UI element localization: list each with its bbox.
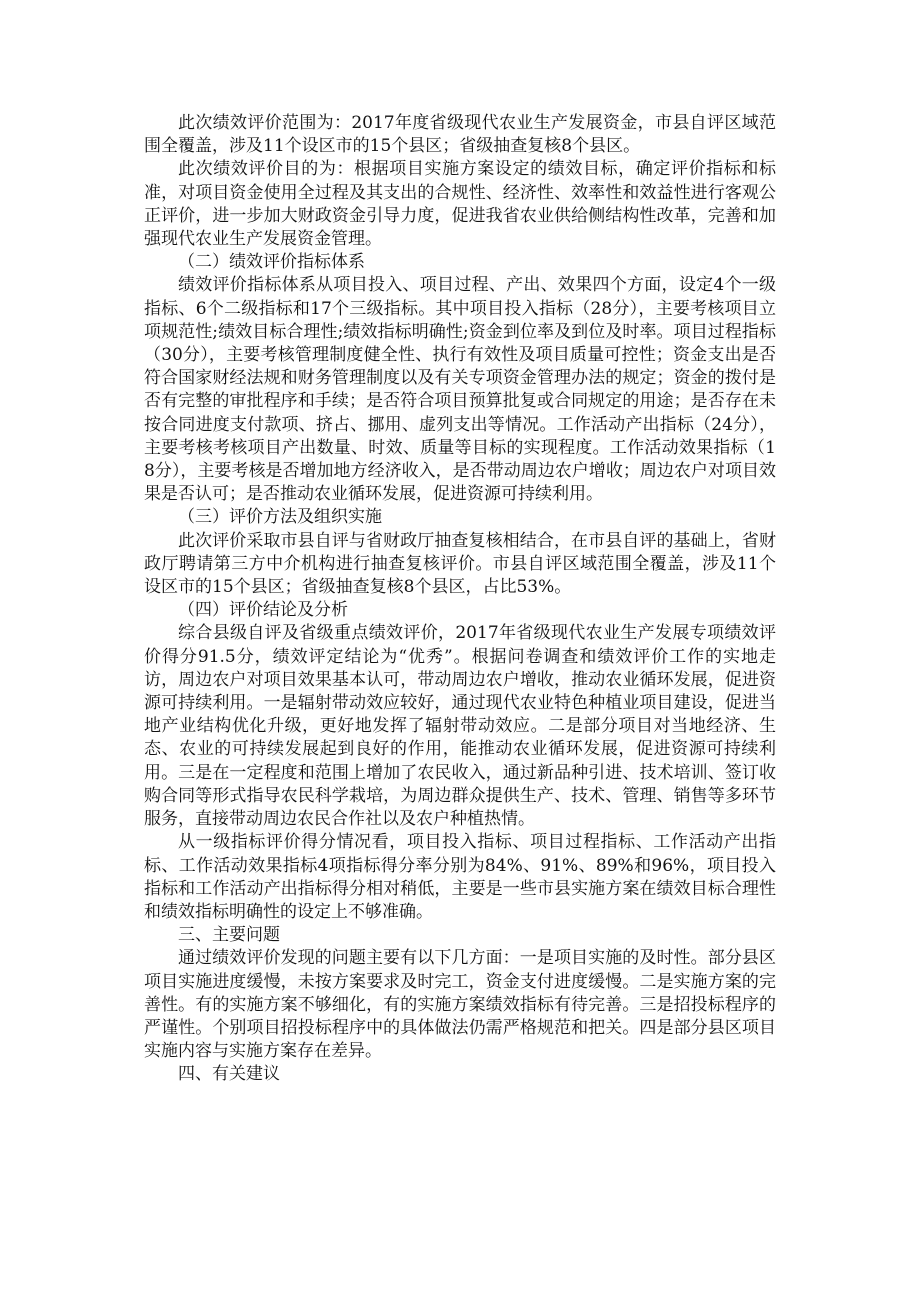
- paragraph-evaluation-method: 此次评价采取市县自评与省财政厅抽查复核相结合，在市县自评的基础上，省财政厅聘请第三方中介机构进行抽查复核评价。市县自评区域范围全覆盖，涉及11个设区市的15个县区；省级抽查复核8个县区，占比53%。: [144, 530, 776, 598]
- heading-evaluation-method: （三）评价方法及组织实施: [178, 507, 382, 528]
- document-body: [144, 112, 776, 1087]
- paragraph-evaluation-scope: 此次绩效评价范围为：2017年度省级现代农业生产发展资金，市县自评区域范围全覆盖，涉及11个设区市的15个县区；省级抽查复核8个县区。: [144, 113, 776, 157]
- paragraph-indicator-system: 绩效评价指标体系从项目投入、项目过程、产出、效果四个方面，设定4个一级指标、6个二级指标和17个三级指标。其中项目投入指标（28分），主要考核项目立项规范性;绩效目标合理性;绩效指标明确性;资金到位率及到位及时率。项目过程指标（30分），主要考核管理制度健全性、执行有效性及项目质量可控性；资金支出是否符合国家财经法规和财务管理制度以及有关专项资金管理办法的规定；资金的拨付是否有完整的审批程序和手续；是否符合项目预算批复或合同规定的用途；是否存在未按合同进度支付款项、挤占、挪用、虚列支出等情况。工作活动产出指标（24分），主要考核考核项目产出数量、时效、质量等目标的实现程度。工作活动效果指标（18分），主要考核是否增加地方经济收入，是否带动周边农户增收；周边农户对项目效果是否认可；是否推动农业循环发展，促进资源可持续利用。: [144, 275, 776, 505]
- heading-main-problems: 三、主要问题: [178, 925, 280, 946]
- paragraph-evaluation-purpose: 此次绩效评价目的为：根据项目实施方案设定的绩效目标，确定评价指标和标准，对项目资金使用全过程及其支出的合规性、经济性、效率性和效益性进行客观公正评价，进一步加大财政资金引导力度，促进我省农业供给侧结构性改革，完善和加强现代农业生产发展资金管理。: [144, 159, 776, 250]
- paragraph-first-level-scores: 从一级指标评价得分情况看，项目投入指标、项目过程指标、工作活动产出指标、工作活动效果指标4项指标得分率分别为84%、91%、89%和96%，项目投入指标和工作活动产出指标得分相对稍低，主要是一些市县实施方案在绩效目标合理性和绩效指标明确性的设定上不够准确。: [144, 832, 776, 922]
- heading-indicator-system: （二）绩效评价指标体系: [178, 252, 365, 273]
- paragraph-main-problems: 通过绩效评价发现的问题主要有以下几方面：一是项目实施的及时性。部分县区项目实施进度缓慢，未按方案要求及时完工，资金支付进度缓慢。二是实施方案的完善性。有的实施方案不够细化，有的实施方案绩效指标有待完善。三是招投标程序的严谨性。个别项目招投标程序中的具体做法仍需严格规范和把关。四是部分县区项目实施内容与实施方案存在差异。: [144, 948, 776, 1062]
- paragraph-conclusion-analysis: 综合县级自评及省级重点绩效评价，2017年省级现代农业生产发展专项绩效评价得分91.5分，绩效评定结论为“优秀”。根据问卷调查和绩效评价工作的实地走访，周边农户对项目效果基本认可，带动周边农户增收，推动农业循环发展，促进资源可持续利用。一是辐射带动效应较好，通过现代农业特色种植业项目建设，促进当地产业结构优化升级，更好地发挥了辐射带动效应。二是部分项目对当地经济、生态、农业的可持续发展起到良好的作用，能推动农业循环发展，促进资源可持续利用。三是在一定程度和范围上增加了农民收入，通过新品种引进、技术培训、签订收购合同等形式指导农民科学栽培，为周边群众提供生产、技术、管理、销售等多环节服务，直接带动周边农民合作社以及农户种植热情。: [144, 623, 776, 830]
- heading-suggestions: 四、有关建议: [178, 1064, 280, 1085]
- heading-conclusion-analysis: （四）评价结论及分析: [178, 600, 348, 621]
